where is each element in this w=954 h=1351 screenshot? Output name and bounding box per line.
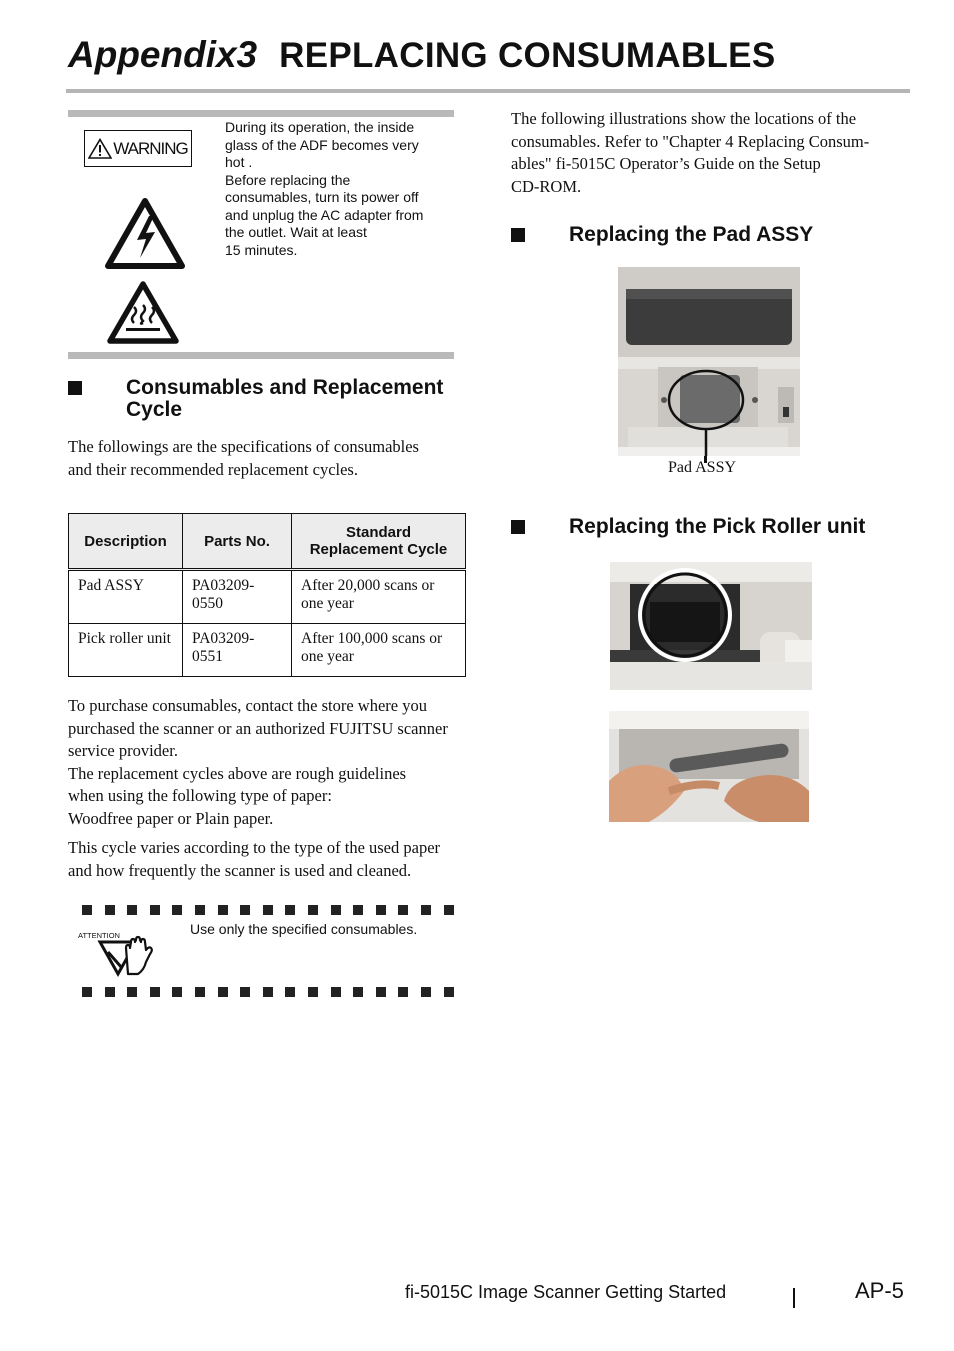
parts-no-line: PA03209- [192, 577, 255, 594]
intro-line: The followings are the specifications of consumables [68, 437, 419, 456]
warning-line: hot . [225, 154, 253, 170]
cell-description: Pad ASSY [69, 570, 183, 624]
pick-roller-photo-2 [609, 711, 809, 822]
cycle-paragraph [68, 837, 468, 882]
pad-assy-heading-text: Replacing the Pad ASSY [569, 223, 814, 246]
table-header-description: Description [69, 514, 183, 570]
title-rule [66, 89, 910, 93]
appendix-label: Appendix3 [68, 34, 258, 75]
warning-line: and unplug the AC adapter from [225, 206, 424, 223]
table-header-parts-no: Parts No. [183, 514, 292, 570]
warning-top-bar [68, 110, 454, 117]
cycle-paragraph-line: This cycle varies according to the type of the used paper [68, 838, 441, 857]
intro-line: ables" fi-5015C Operator’s Guide on the Setup [511, 154, 821, 173]
page-title [68, 34, 775, 86]
attention-bottom-dashes [82, 987, 466, 997]
warning-text [225, 119, 447, 259]
consumables-heading [68, 377, 468, 421]
header-cycle-line2: Replacement Cycle [309, 541, 448, 558]
cell-parts-no [183, 624, 292, 677]
bullet-square-icon [68, 381, 82, 395]
warning-bottom-bar [68, 352, 454, 359]
cycle-paragraph-line: and how frequently the scanner is used and cleaned. [68, 860, 412, 880]
footer-title: fi-5015C Image Scanner Getting Started [405, 1282, 727, 1302]
pick-roller-heading [511, 516, 931, 538]
purchase-line: when using the following type of paper: [68, 786, 332, 805]
intro-line: consumables. Refer to "Chapter 4 Replacing Consum- [511, 131, 870, 151]
attention-hand-icon [78, 922, 160, 983]
title-main: REPLACING CONSUMABLES [279, 36, 776, 75]
cell-description: Pick roller unit [69, 624, 183, 677]
warning-line: the outlet. Wait at least [225, 224, 367, 240]
warning-label [84, 130, 192, 167]
consumables-intro [68, 436, 468, 481]
cell-cycle [292, 624, 466, 677]
bullet-square-icon [511, 228, 525, 242]
intro-line: The following illustrations show the locations of the [511, 109, 857, 128]
consumables-table [68, 513, 466, 677]
parts-no-line: PA03209- [192, 630, 255, 647]
intro-line: and their recommended replacement cycles. [68, 459, 358, 479]
footer-separator [793, 1288, 795, 1308]
purchase-paragraph [68, 695, 468, 830]
warning-line: Before replacing the [225, 171, 351, 188]
parts-no-line: 0551 [192, 648, 223, 665]
table-row [69, 624, 466, 677]
warning-line: consumables, turn its power off [225, 189, 419, 205]
purchase-line: Woodfree paper or Plain paper. [68, 808, 274, 828]
pad-assy-caption: Pad ASSY [668, 459, 737, 476]
illustrations-intro [511, 108, 911, 198]
electric-shock-icon [105, 198, 185, 275]
attention-label: ATTENTION [78, 931, 120, 940]
hot-surface-icon [107, 281, 179, 350]
cycle-line: one year [301, 648, 354, 665]
page-number: AP-5 [855, 1278, 904, 1303]
pad-assy-photo [618, 267, 800, 456]
bullet-square-icon [511, 520, 525, 534]
table-header-cycle [292, 514, 466, 570]
parts-no-line: 0550 [192, 595, 223, 612]
warning-line: glass of the ADF becomes very [225, 136, 419, 153]
header-cycle-line1: Standard [345, 524, 411, 541]
cycle-line: one year [301, 595, 354, 612]
purchase-line: To purchase consumables, contact the store where you [68, 696, 427, 715]
purchase-line: The replacement cycles above are rough guidelines [68, 763, 407, 783]
cell-cycle [292, 570, 466, 624]
purchase-line: service provider. [68, 741, 178, 760]
warning-triangle-icon [88, 138, 112, 159]
cycle-line: After 20,000 scans or [301, 577, 435, 594]
warning-line: 15 minutes. [225, 241, 298, 258]
pick-roller-photo-1 [610, 562, 812, 690]
cycle-line: After 100,000 scans or [301, 630, 443, 647]
warning-label-text: WARNING [113, 138, 188, 158]
table-row [69, 570, 466, 624]
attention-top-dashes [82, 905, 466, 915]
pick-roller-heading-text: Replacing the Pick Roller unit [569, 515, 866, 538]
consumables-heading-line1: Consumables and Replacement [126, 376, 444, 399]
attention-text: Use only the specified consumables. [190, 921, 418, 937]
intro-line: CD-ROM. [511, 176, 582, 196]
consumables-heading-line2: Cycle [126, 398, 183, 421]
warning-line: During its operation, the inside [225, 119, 415, 135]
pad-assy-heading [511, 224, 911, 246]
purchase-line: purchased the scanner or an authorized FUJITSU scanner [68, 718, 448, 738]
table-header-row [69, 514, 466, 570]
cell-parts-no [183, 570, 292, 624]
